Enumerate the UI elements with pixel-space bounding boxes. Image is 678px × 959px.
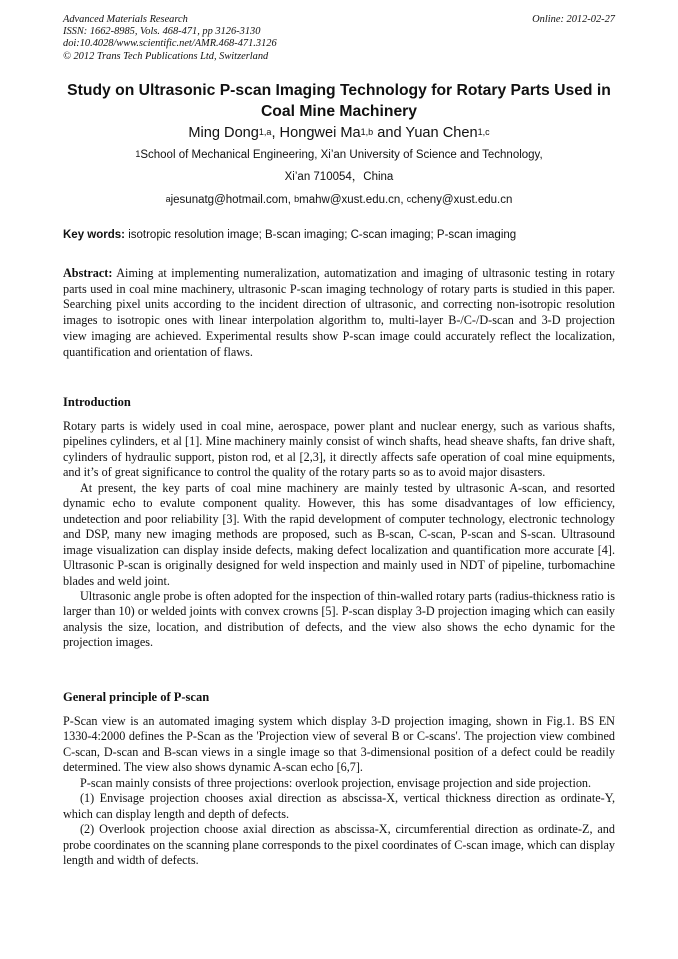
email-superscript: b	[294, 194, 300, 204]
author-superscript: 1,b	[360, 127, 374, 137]
journal-header	[63, 14, 423, 63]
paragraph: P-Scan view is an automated imaging system which display 3-D projection imaging, shown in Fig.1. BS EN 1330-4:2000 defines the P-Scan as the 'Projection view of several B or C-scans'. The projection view combined C-scan, D-scan and B-scan views in a single image so that 3-dimensional position of a defect could be readily determined. The view also shows dynamic A-scan echo [6,7].	[63, 714, 615, 775]
paragraph: P-scan mainly consists of three projections: overlook projection, envisage projection and side projection.	[80, 775, 592, 790]
email-address: mahw@xust.edu.cn,	[299, 194, 407, 206]
affiliation-text: School of Mechanical Engineering, Xi’an University of Science and Technology,	[140, 149, 543, 161]
email-superscript: a	[165, 194, 171, 204]
keywords-text: isotropic resolution image; B-scan imaging; C-scan imaging; P-scan imaging	[125, 229, 517, 241]
author-superscript: 1,a	[258, 127, 272, 137]
email-superscript: c	[406, 194, 412, 204]
abstract-label: Abstract:	[63, 266, 113, 280]
email-address: cheny@xust.edu.cn	[411, 194, 513, 206]
affiliation-line	[63, 148, 615, 163]
author-name: Hongwei Ma	[279, 125, 361, 141]
section-heading-principle: General principle of P-scan	[63, 690, 210, 704]
email-line	[63, 193, 615, 208]
introduction-body	[63, 419, 615, 651]
affiliation-city: Xi’an 710054，China	[284, 171, 394, 183]
issn-line: ISSN: 1662-8985, Vols. 468-471, pp 3126-3130	[63, 26, 261, 38]
doi-line: doi:10.4028/www.scientific.net/AMR.468-471.3126	[63, 38, 277, 50]
abstract-text: Aiming at implementing numeralization, automatization and imaging of ultrasonic testing in rotary parts used in coal mine machinery, ultrasonic P-scan imaging technology of rotary parts is studied in this paper. Searching pixel units according to the incident direction of ultrasonic, and correcting non-isotropic resolution images to isotropic ones with linear interpolation algorithm to, multi-layer B-/C-/D-scan and 3-D projection view imaging are achieved. Experimental results show P-scan image could accurately reflect the localization, quantification and orientation of flaws.	[63, 266, 615, 359]
section-heading-introduction: Introduction	[63, 395, 131, 409]
affiliation-superscript: 1	[135, 149, 141, 159]
abstract	[63, 266, 615, 360]
author-separator: and	[373, 125, 406, 141]
email-address: jesunatg@hotmail.com,	[170, 194, 295, 206]
copyright-line: © 2012 Trans Tech Publications Ltd, Switzerland	[63, 50, 269, 62]
online-date: Online: 2012-02-27	[532, 14, 615, 25]
principle-body	[63, 714, 615, 869]
author-superscript: 1,c	[477, 127, 490, 137]
author-name: Ming Dong	[188, 125, 259, 141]
paragraph: Ultrasonic angle probe is often adopted for the inspection of thin-walled rotary parts (radius-thickness ratio is larger than 10) or welded joints with convex crowns [5]. P-scan display 3-D projection imaging which can easily analysis the size, location, and distribution of defects, and the view also shows the echo dynamic for the projection images.	[63, 588, 615, 650]
paper-title: Study on Ultrasonic P-scan Imaging Technology for Rotary Parts Used in Coal Mine Machinery	[67, 82, 611, 120]
keywords-line	[63, 228, 615, 243]
author-name: Yuan Chen	[405, 125, 478, 141]
author-separator: ,	[271, 125, 280, 141]
paragraph: (2) Overlook projection choose axial direction as abscissa-X, circumferential direction as ordinate-Z, and probe coordinates on the scanning plane corresponds to the pixel coordinates of C-scan image, which can display length and width of defects.	[63, 822, 615, 868]
paragraph: Rotary parts is widely used in coal mine, aerospace, power plant and nuclear energy, such as various shafts, pipelines cylinders, et al [1]. Mine machinery mainly consist of winch shafts, head sheave shafts, fan drive shaft, cylinders of hydraulic support, piston rod, et al [2,3], it directly affects safe operation of coal mine equipments, and it’s of great significance to control the quality of the rotary parts so as to avoid major disasters.	[63, 419, 615, 480]
journal-name: Advanced Materials Research	[63, 14, 188, 25]
paragraph: At present, the key parts of coal mine machinery are mainly tested by ultrasonic A-scan, and resorted dynamic echo to evalute component quality. However, this has some disadvantages of low efficiency, undetection and poor reliability [3]. With the rapid development of computer technology, electronic technology and DSP, many new imaging methods are proposed, such as B-scan, C-scan, P-scan and S-scan. Ultrasound image visualization can display inside defects, making defect localization and quantification more accurate [4]. Ultrasonic P-scan is originally designed for weld inspection and mainly used in NDT of pipeline, turbomachine blades and weld joint.	[63, 480, 615, 588]
paragraph: (1) Envisage projection chooses axial direction as abscissa-X, vertical thickness direction as ordinate-Y, which can display length and depth of defects.	[63, 791, 615, 821]
author-line	[63, 124, 615, 142]
keywords-label: Key words:	[63, 229, 125, 241]
